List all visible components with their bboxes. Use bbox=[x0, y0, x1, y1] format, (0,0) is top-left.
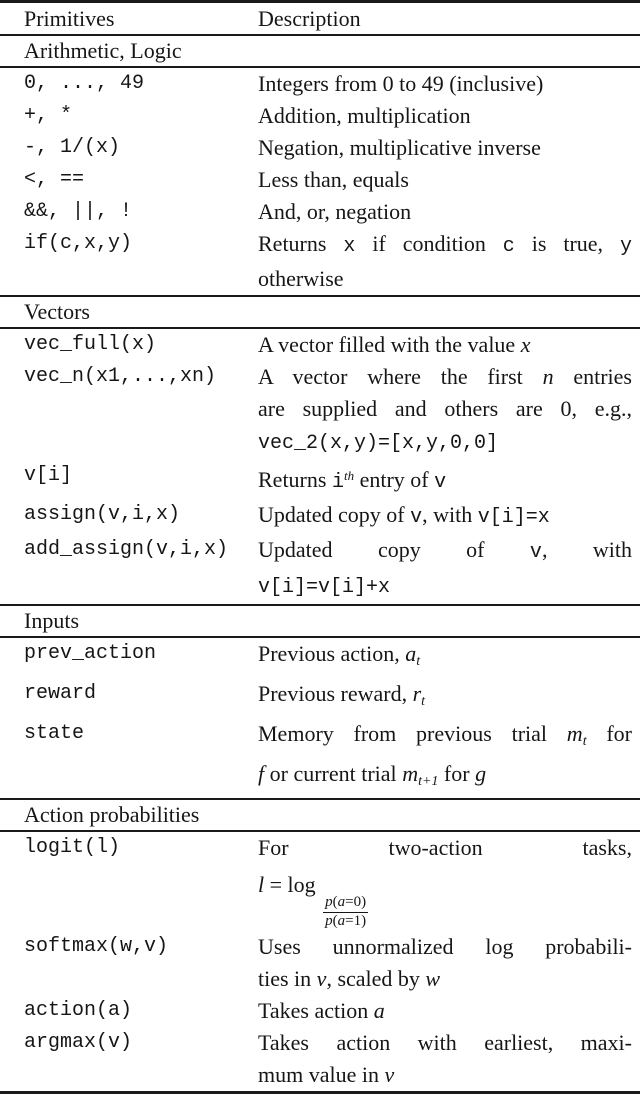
section-title: Vectors bbox=[24, 299, 90, 324]
section-title: Inputs bbox=[24, 608, 79, 633]
text-segment: Updated copy of bbox=[258, 537, 530, 562]
text-segment: A vector where the first bbox=[258, 364, 543, 389]
text-segment: , with bbox=[541, 537, 632, 562]
text-segment: = log bbox=[264, 872, 322, 897]
primitive-cell: if(c,x,y) bbox=[24, 232, 133, 255]
text-segment: t bbox=[421, 694, 426, 709]
table-row bbox=[0, 361, 640, 460]
table-row bbox=[0, 329, 640, 361]
primitive-cell: add_assign(v,i,x) bbox=[24, 538, 229, 561]
table-row bbox=[0, 100, 640, 132]
text-segment: a bbox=[373, 997, 385, 1023]
text-segment: v bbox=[434, 471, 447, 494]
table-row bbox=[0, 678, 640, 718]
text-segment: Integers from 0 to 49 (inclusive) bbox=[258, 71, 544, 96]
description-line bbox=[258, 196, 632, 228]
text-segment: p bbox=[325, 894, 333, 910]
description-line bbox=[258, 1027, 632, 1059]
description-line bbox=[258, 393, 632, 425]
text-segment: are supplied and others are 0, e.g., bbox=[258, 396, 632, 421]
text-segment: v[i]=v[i]+x bbox=[258, 576, 391, 599]
text-segment: v bbox=[316, 965, 327, 991]
description-cell bbox=[258, 100, 640, 132]
table-row bbox=[0, 460, 640, 499]
primitive-cell: reward bbox=[24, 682, 97, 705]
text-segment: v[i]=x bbox=[477, 506, 550, 529]
primitive-cell: action(a) bbox=[24, 998, 133, 1022]
text-segment: a bbox=[405, 641, 417, 666]
text-segment: Previous action, bbox=[258, 641, 406, 666]
text-segment: or current trial bbox=[264, 761, 403, 786]
text-segment: y bbox=[619, 235, 632, 258]
text-segment: And, or, negation bbox=[258, 199, 412, 224]
text-segment: mum value in bbox=[258, 1061, 385, 1087]
description-cell bbox=[258, 228, 640, 295]
text-segment: Returns bbox=[258, 231, 344, 256]
text-segment: Returns bbox=[258, 467, 332, 492]
description-line bbox=[258, 832, 632, 864]
primitive-cell: assign(v,i,x) bbox=[24, 503, 181, 526]
text-segment: otherwise bbox=[258, 266, 344, 291]
description-line bbox=[258, 569, 632, 604]
text-segment: Updated copy of bbox=[258, 502, 411, 527]
table-row bbox=[0, 228, 640, 295]
text-segment: , scaled by bbox=[326, 965, 426, 991]
description-line bbox=[258, 263, 632, 295]
text-segment: entry of bbox=[354, 467, 435, 492]
description-line bbox=[258, 864, 632, 931]
table-row bbox=[0, 995, 640, 1027]
text-segment: l bbox=[258, 872, 265, 897]
table-row bbox=[0, 132, 640, 164]
text-segment: is true, bbox=[514, 231, 620, 256]
text-segment: x bbox=[343, 235, 356, 258]
text-segment: Addition, multiplication bbox=[258, 103, 471, 128]
text-segment: t bbox=[416, 654, 421, 669]
description-line bbox=[258, 361, 632, 393]
description-line bbox=[258, 164, 632, 196]
table-row bbox=[0, 832, 640, 931]
text-segment: p bbox=[325, 913, 333, 930]
text-segment: Takes action with earliest, maxi- bbox=[258, 1029, 632, 1055]
description-line bbox=[258, 931, 632, 963]
text-segment: n bbox=[542, 364, 554, 389]
description-cell bbox=[258, 460, 640, 499]
description-cell bbox=[258, 132, 640, 164]
text-segment: m bbox=[402, 761, 419, 786]
fraction bbox=[323, 894, 368, 931]
text-segment: vec_2(x,y)=[x,y,0,0] bbox=[258, 432, 499, 455]
table-row bbox=[0, 534, 640, 604]
text-segment: m bbox=[566, 721, 583, 746]
description-cell bbox=[258, 196, 640, 228]
text-segment: v bbox=[529, 541, 542, 564]
description-line bbox=[258, 758, 632, 798]
description-line bbox=[258, 228, 632, 263]
text-segment: a bbox=[337, 913, 346, 930]
description-cell bbox=[258, 638, 640, 678]
text-segment: if condition bbox=[355, 231, 503, 256]
table-row bbox=[0, 1027, 640, 1091]
text-segment: v bbox=[410, 506, 423, 529]
primitive-cell: softmax(w,v) bbox=[24, 934, 169, 958]
text-segment: t bbox=[582, 734, 587, 749]
text-segment: w bbox=[425, 965, 441, 991]
primitive-cell: 0, ..., 49 bbox=[24, 72, 145, 95]
bottom-rule bbox=[0, 1091, 640, 1094]
table-row bbox=[0, 931, 640, 995]
text-segment: i bbox=[331, 471, 344, 494]
text-segment: a bbox=[337, 894, 346, 910]
description-line bbox=[258, 534, 632, 569]
description-cell bbox=[258, 678, 640, 718]
table-header-row bbox=[0, 3, 640, 34]
text-segment: Less than, equals bbox=[258, 167, 409, 192]
description-line bbox=[258, 425, 632, 460]
text-segment: t+1 bbox=[418, 774, 439, 789]
table-row bbox=[0, 638, 640, 678]
description-line bbox=[258, 678, 632, 718]
text-segment: for bbox=[586, 721, 632, 746]
text-segment: A vector filled with the value bbox=[258, 332, 521, 357]
table-body bbox=[0, 36, 640, 1091]
text-segment: =1) bbox=[345, 913, 367, 930]
text-segment: v bbox=[384, 1061, 395, 1087]
description-cell bbox=[258, 931, 640, 995]
text-segment: f bbox=[258, 761, 265, 786]
primitive-cell: +, * bbox=[24, 104, 73, 127]
description-line bbox=[258, 329, 632, 361]
fraction-denominator bbox=[323, 913, 368, 930]
description-line bbox=[258, 460, 632, 499]
description-cell bbox=[258, 499, 640, 534]
primitive-cell: prev_action bbox=[24, 642, 157, 665]
header-description: Description bbox=[258, 6, 361, 31]
description-line bbox=[258, 132, 632, 164]
text-segment: x bbox=[520, 332, 531, 357]
primitive-cell: <, == bbox=[24, 168, 85, 191]
text-segment: For two-action tasks, bbox=[258, 835, 632, 860]
text-segment: ties in bbox=[258, 965, 317, 991]
text-segment: Uses unnormalized log probabili- bbox=[258, 933, 632, 959]
table-row bbox=[0, 499, 640, 534]
primitive-cell: argmax(v) bbox=[24, 1030, 133, 1054]
text-segment: Takes action bbox=[258, 997, 374, 1023]
fraction-numerator bbox=[323, 894, 368, 913]
table-row bbox=[0, 718, 640, 798]
description-cell bbox=[258, 68, 640, 100]
text-segment: c bbox=[502, 235, 515, 258]
description-line bbox=[258, 718, 632, 758]
description-cell bbox=[258, 1027, 640, 1091]
table-row bbox=[0, 68, 640, 100]
description-line bbox=[258, 100, 632, 132]
description-cell bbox=[258, 995, 640, 1027]
description-line bbox=[258, 499, 632, 534]
section-title: Arithmetic, Logic bbox=[24, 38, 182, 63]
primitive-cell: &&, ||, ! bbox=[24, 200, 133, 223]
text-segment: th bbox=[343, 468, 355, 483]
primitive-cell: v[i] bbox=[24, 464, 73, 487]
description-cell bbox=[258, 329, 640, 361]
description-cell bbox=[258, 718, 640, 798]
primitive-cell: vec_full(x) bbox=[24, 333, 157, 356]
table-row bbox=[0, 164, 640, 196]
table-row bbox=[0, 196, 640, 228]
text-segment: ( bbox=[332, 894, 338, 910]
text-segment: for bbox=[438, 761, 476, 786]
text-segment: Negation, multiplicative inverse bbox=[258, 135, 541, 160]
primitive-cell: vec_n(x1,...,xn) bbox=[24, 365, 217, 388]
text-segment: r bbox=[412, 681, 422, 706]
primitive-cell: -, 1/(x) bbox=[24, 136, 121, 159]
header-primitives: Primitives bbox=[24, 6, 115, 31]
description-cell bbox=[258, 164, 640, 196]
description-line bbox=[258, 963, 632, 995]
text-segment: , with bbox=[422, 502, 478, 527]
text-segment: =0) bbox=[345, 894, 367, 910]
text-segment: g bbox=[475, 761, 487, 786]
text-segment: Memory from previous trial bbox=[258, 721, 567, 746]
description-line bbox=[258, 1059, 632, 1091]
description-line bbox=[258, 638, 632, 678]
primitive-cell: logit(l) bbox=[24, 836, 121, 859]
primitive-cell: state bbox=[24, 722, 85, 745]
description-cell bbox=[258, 832, 640, 931]
text-segment: entries bbox=[553, 364, 632, 389]
section-title: Action probabilities bbox=[24, 802, 200, 827]
text-segment: ( bbox=[332, 913, 338, 930]
description-cell bbox=[258, 361, 640, 460]
description-line bbox=[258, 68, 632, 100]
text-segment: Previous reward, bbox=[258, 681, 413, 706]
description-cell bbox=[258, 534, 640, 604]
description-line bbox=[258, 995, 632, 1027]
